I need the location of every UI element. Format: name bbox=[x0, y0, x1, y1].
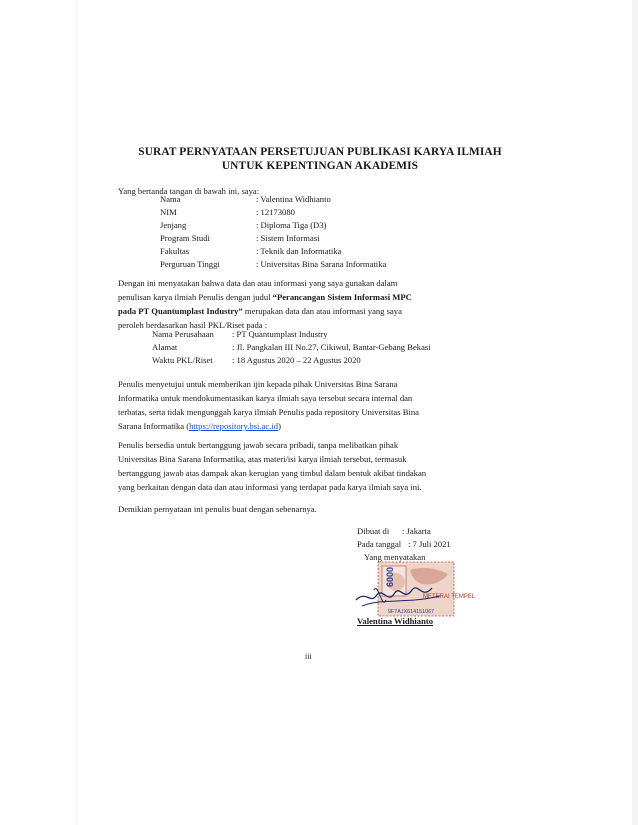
field-label-program-studi: Program Studi bbox=[160, 233, 210, 243]
scan-band bbox=[76, 0, 78, 825]
statement-label: Yang menyatakan bbox=[364, 552, 426, 562]
thesis-title-part1: “Perancangan Sistem Informasi MPC bbox=[272, 292, 412, 302]
paragraph-responsibility-line: yang berkaitan dengan data dan atau informasi yang terdapat pada karya ilmiah saya ini. bbox=[118, 482, 422, 492]
field-label-nama-perusahaan: Nama Perusahaan bbox=[152, 329, 214, 339]
paragraph-permission-line: Informatika untuk mendokumentasikan karya ilmiah saya tersebut secara internal dan bbox=[118, 393, 413, 403]
paragraph-permission bbox=[118, 377, 518, 433]
date-label: Pada tanggal bbox=[357, 539, 402, 549]
text-segment: Sarana Informatika ( bbox=[118, 421, 190, 431]
field-value-waktu: : 18 Agustus 2020 – 22 Agustus 2020 bbox=[232, 355, 361, 365]
field-label-nim: NIM bbox=[160, 207, 177, 217]
paragraph-responsibility bbox=[118, 438, 518, 494]
field-value-alamat: : Jl. Pangkalan III No.27, Cikiwul, Bantar-Gebang Bekasi bbox=[232, 342, 431, 352]
page-number: iii bbox=[305, 652, 312, 661]
stamp-graphic bbox=[352, 560, 476, 622]
intro-text: Yang bertanda tangan di bawah ini, saya: bbox=[118, 186, 260, 196]
paragraph-responsibility-line: bertanggung jawab atas dampak akan kerugian yang timbul dalam bentuk akibat tindakan bbox=[118, 468, 427, 478]
paragraph-statement-line: Dengan ini menyatakan bahwa data dan atau informasi yang saya gunakan dalam bbox=[118, 278, 398, 288]
field-value-jenjang: : Diploma Tiga (D3) bbox=[256, 220, 327, 230]
field-value-perguruan-tinggi: : Universitas Bina Sarana Informatika bbox=[256, 259, 387, 269]
text-segment: penulisan karya ilmiah Penulis dengan judul bbox=[118, 292, 273, 302]
document-title-line2: UNTUK KEPENTINGAN AKADEMIS bbox=[221, 160, 419, 172]
paragraph-permission-line: terbatas, serta tidak mengunggah karya ilmiah Penulis pada repository Universitas Bina bbox=[118, 407, 419, 417]
document-title-line1: SURAT PERNYATAAN PERSETUJUAN PUBLIKASI KARYA ILMIAH bbox=[138, 146, 502, 158]
place-label: Dibuat di bbox=[357, 526, 390, 536]
paragraph-responsibility-line: Universitas Bina Sarana Informatika, atas materi/isi karya ilmiah tersebut, termasuk bbox=[118, 454, 407, 464]
closing-text: Demikian pernyataan ini penulis buat dengan sebenarnya. bbox=[118, 504, 317, 514]
field-label-fakultas: Fakultas bbox=[160, 246, 190, 256]
field-value-nama-perusahaan: : PT Quantumplast Industry bbox=[232, 329, 328, 339]
place-value: : Jakarta bbox=[402, 526, 431, 536]
paragraph-statement-line: peroleh berdasarkan hasil PKL/Riset pada : bbox=[118, 320, 268, 330]
stamp-title: METERAI TEMPEL bbox=[423, 594, 476, 600]
paragraph-permission-line bbox=[118, 419, 518, 433]
field-value-nama: : Valentina Widhianto bbox=[256, 194, 331, 204]
text-segment: merupakan data dan atau informasi yang saya bbox=[242, 306, 402, 316]
stamp-serial: 9F7AJX614151067 bbox=[388, 609, 435, 615]
field-value-program-studi: : Sistem Informasi bbox=[256, 233, 320, 243]
thesis-title-part2: pada PT Quantumplast Industry” bbox=[118, 306, 243, 316]
field-label-alamat: Alamat bbox=[152, 342, 178, 352]
field-label-waktu: Waktu PKL/Riset bbox=[152, 355, 213, 365]
paragraph-statement-line bbox=[118, 290, 518, 304]
page-edge bbox=[632, 0, 638, 825]
paragraph-permission-line: Penulis menyetujui untuk memberikan ijin kepada pihak Universitas Bina Sarana bbox=[118, 379, 398, 389]
text-segment: ) bbox=[278, 421, 281, 431]
repository-link[interactable]: https://repository.bsi.ac.id bbox=[189, 421, 279, 431]
field-value-fakultas: : Teknik dan Informatika bbox=[256, 246, 342, 256]
signatory-name: Valentina Widhianto bbox=[357, 616, 434, 626]
paragraph-responsibility-line: Penulis bersedia untuk bertanggung jawab secara pribadi, tanpa melibatkan pihak bbox=[118, 440, 399, 450]
date-value: : 7 Juli 2021 bbox=[408, 539, 451, 549]
stamp-value: 6000 bbox=[385, 566, 395, 587]
field-label-nama: Nama bbox=[160, 194, 181, 204]
paragraph-statement-line bbox=[118, 304, 518, 318]
field-value-nim: : 12173080 bbox=[256, 207, 295, 217]
paragraph-statement bbox=[118, 276, 518, 332]
field-label-jenjang: Jenjang bbox=[160, 220, 187, 230]
revenue-stamp bbox=[352, 560, 476, 622]
field-label-perguruan-tinggi: Perguruan Tinggi bbox=[160, 259, 220, 269]
